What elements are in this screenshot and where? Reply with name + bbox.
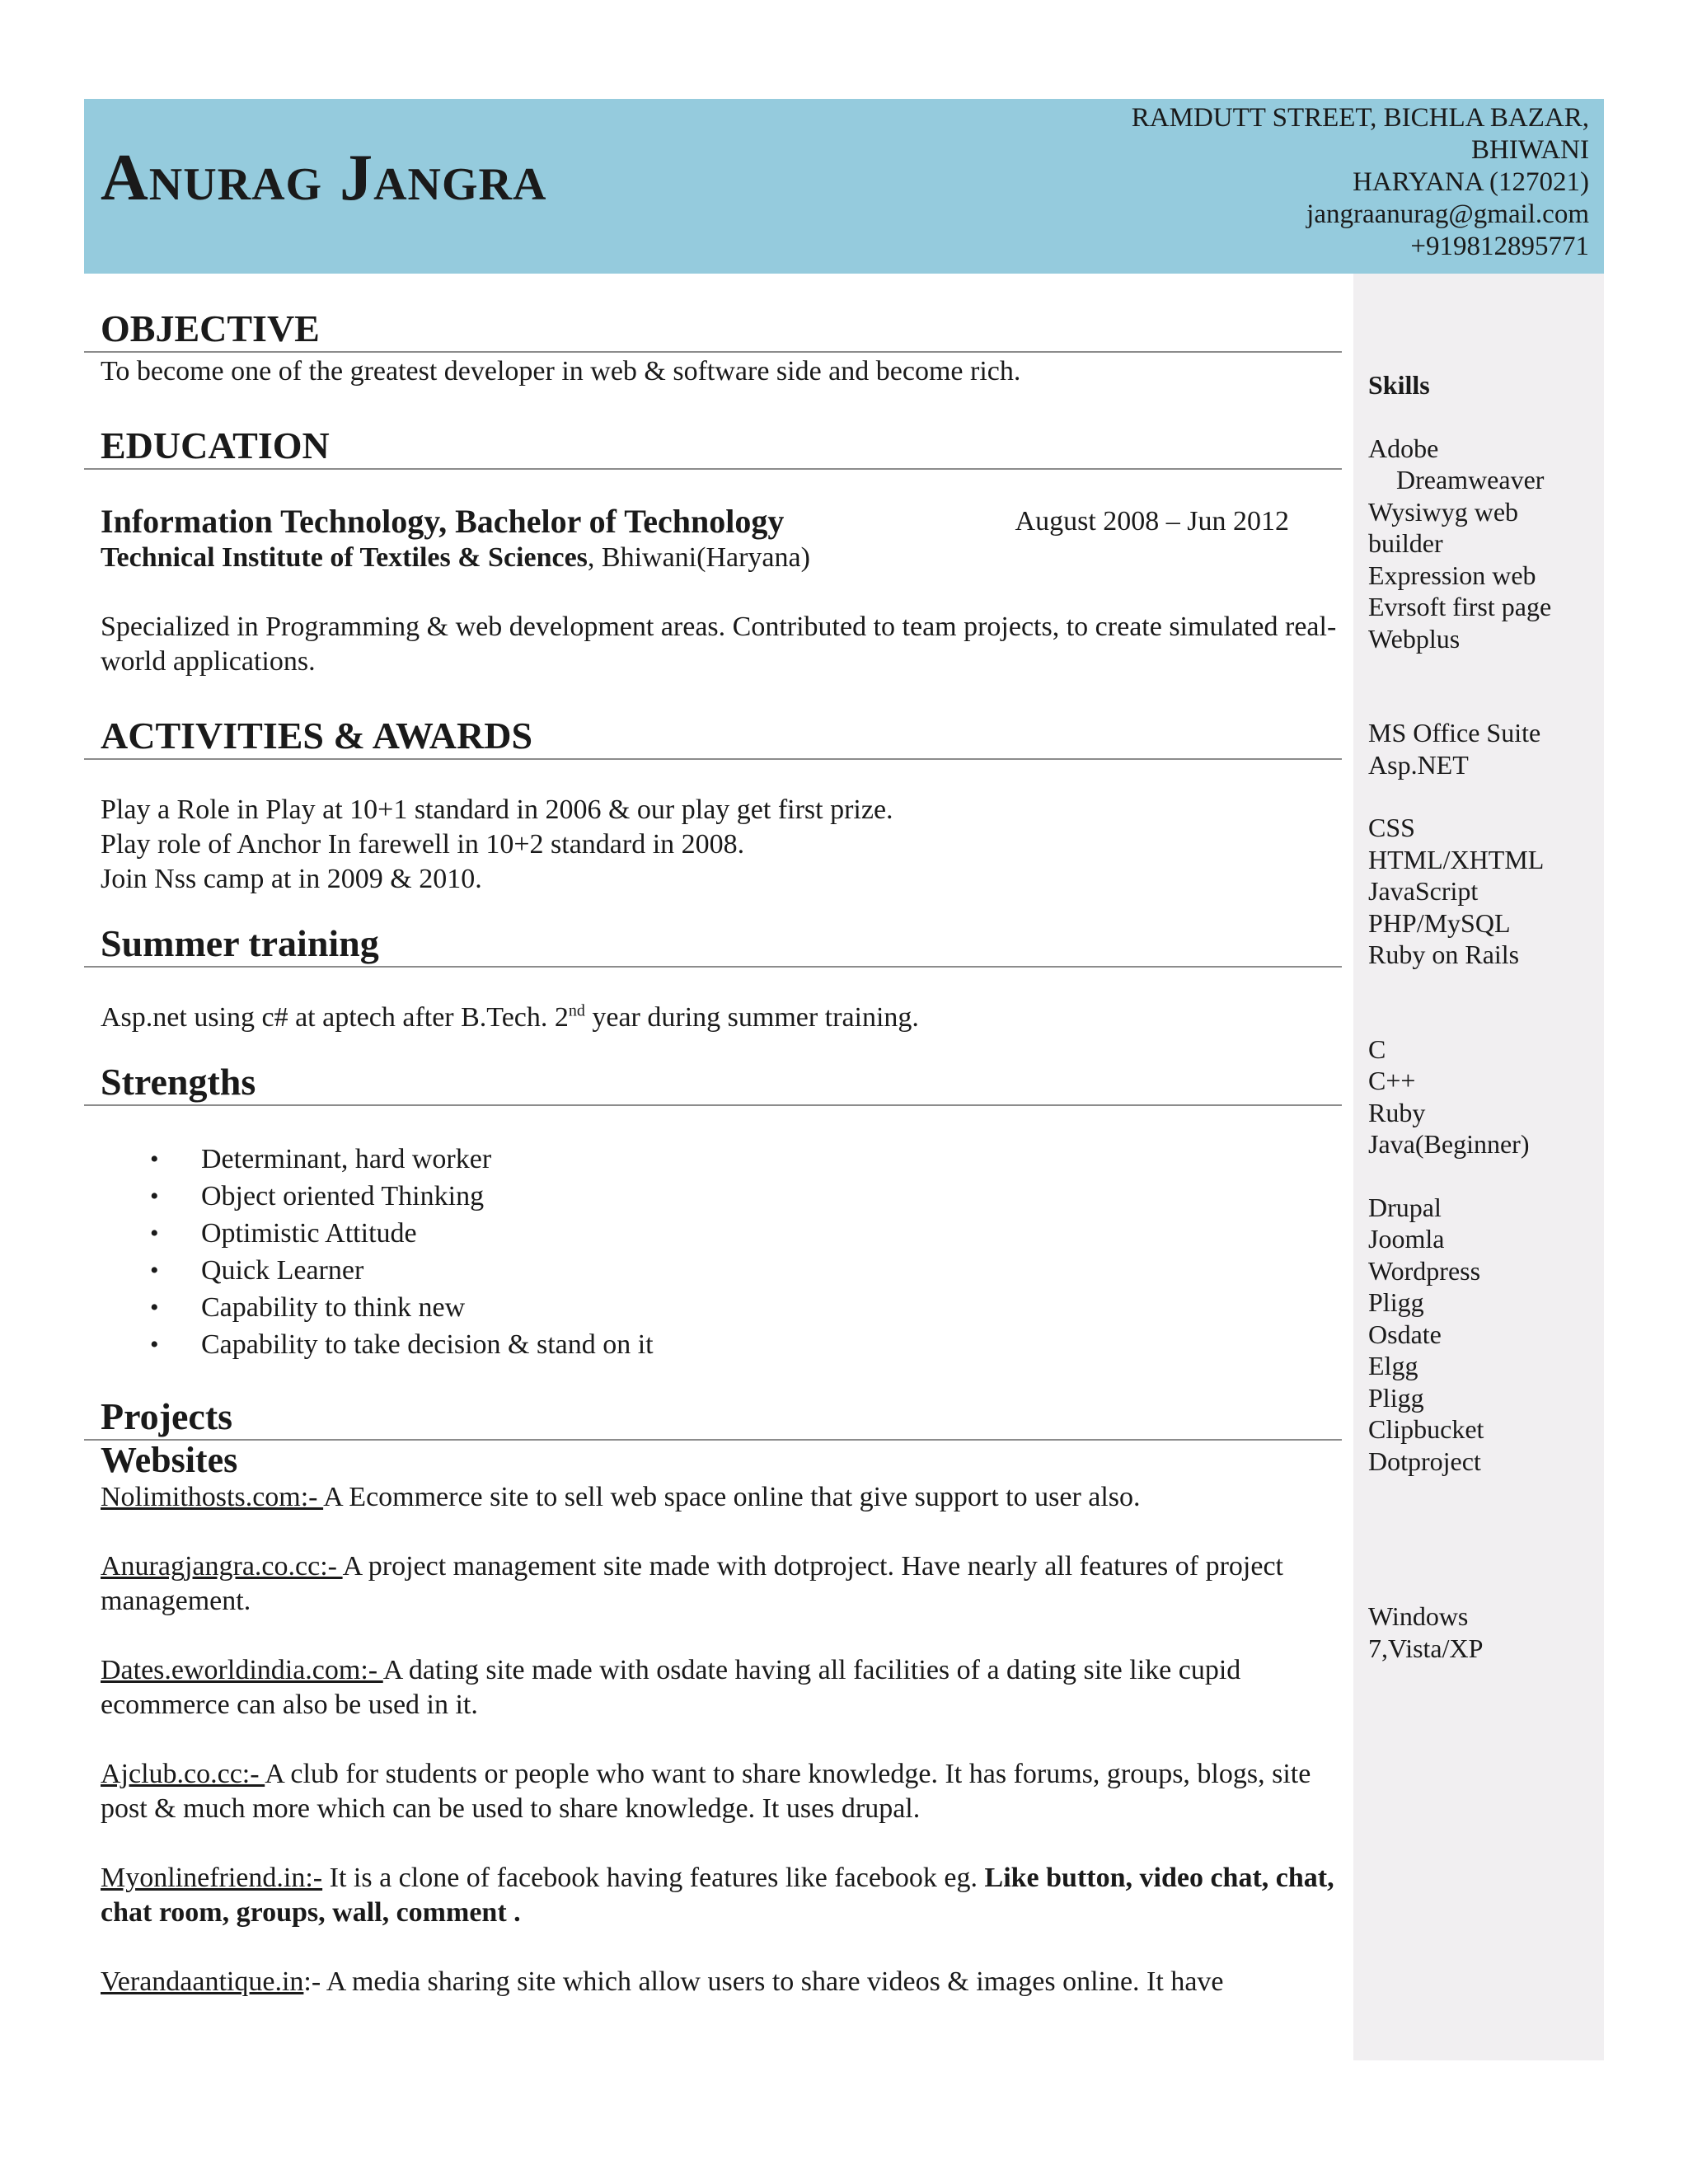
project-link[interactable]: Anuragjangra.co.cc:- (101, 1551, 343, 1582)
skill-item: Joomla (1368, 1224, 1445, 1254)
skills-list (1368, 369, 1599, 1695)
candidate-name: Anurag Jangra (101, 142, 547, 214)
email-text: jangraanurag@gmail.com (1306, 199, 1589, 229)
skill-item: Osdate (1368, 1319, 1442, 1349)
strength-text: Optimistic Attitude (201, 1218, 417, 1249)
main-column (84, 307, 1342, 1999)
project-description: A project management site made with dotproject. Have nearly all features of project management. (101, 1551, 1283, 1616)
activity-item: Play a Role in Play at 10+1 standard in 2006 & our play get first prize. (101, 794, 893, 825)
skill-item: Dreamweaver (1396, 465, 1545, 494)
education-dates: August 2008 – Jun 2012 (1015, 506, 1289, 537)
training-text-end: year during summer training. (584, 1002, 919, 1033)
skills-group-cms (1368, 1192, 1599, 1478)
skill-item: Ruby (1368, 1097, 1426, 1127)
strength-item (101, 1178, 1342, 1215)
skill-item: Ruby on Rails (1368, 940, 1520, 969)
project-item (84, 1653, 1342, 1722)
institute-name: Technical Institute of Textiles & Sciences (101, 542, 588, 573)
education-degree-row (84, 503, 1342, 541)
strength-item (101, 1289, 1342, 1326)
skill-item: MS Office Suite (1368, 718, 1541, 748)
project-list (84, 1480, 1342, 1999)
activity-item: Join Nss camp at in 2009 & 2010. (101, 864, 482, 894)
bullet-icon: • (150, 1331, 159, 1358)
skill-item: HTML/XHTML (1368, 844, 1545, 874)
training-text-start: Asp.net using c# at aptech after B.Tech. 2 (101, 1002, 569, 1033)
project-item (84, 1480, 1342, 1515)
activities-heading: ACTIVITIES & AWARDS (84, 714, 1342, 760)
skill-item: Evrsoft first page (1368, 592, 1552, 621)
contact-block (1132, 102, 1589, 263)
skill-item: PHP/MySQL (1368, 907, 1511, 938)
projects-heading: Projects (84, 1394, 1342, 1441)
address-line-2: BHIWANI (1471, 135, 1589, 165)
skill-item: Adobe (1368, 433, 1439, 463)
institute-location: , Bhiwani(Haryana) (587, 542, 810, 573)
skill-item: Clipbucket (1368, 1414, 1484, 1444)
project-description: :- A media sharing site which allow users to share videos & images online. It have (303, 1966, 1224, 1997)
project-link[interactable]: Nolimithosts.com:- (101, 1482, 324, 1512)
project-description: A Ecommerce site to sell web space online that give support to user also. (323, 1482, 1141, 1512)
project-item (84, 1757, 1342, 1826)
project-description: It is a clone of facebook having features like facebook eg. (322, 1863, 985, 1893)
strengths-heading: Strengths (84, 1060, 1342, 1106)
project-description: A club for students or people who want to share knowledge. It has forums, groups, blogs, site post & much more which can be used to share knowledge. It uses drupal. (101, 1759, 1311, 1824)
skill-item: Java(Beginner) (1368, 1129, 1530, 1159)
strength-text: Capability to think new (201, 1292, 466, 1323)
bullet-icon: • (150, 1220, 159, 1247)
project-item (84, 1861, 1342, 1930)
bullet-icon: • (150, 1294, 159, 1321)
strengths-list (84, 1141, 1342, 1363)
education-heading: EDUCATION (84, 424, 1342, 470)
skills-group-programming (1368, 1033, 1599, 1160)
project-link[interactable]: Myonlinefriend.in:- (101, 1863, 323, 1893)
project-description: A dating site made with osdate having all facilities of a dating site like cupid ecommerce can also be used in it. (101, 1655, 1241, 1720)
skill-item: Pligg (1368, 1382, 1424, 1413)
summer-training-heading: Summer training (84, 921, 1342, 968)
project-features: Like button, video chat, chat, chat room, groups, wall, comment . (101, 1863, 1334, 1928)
strength-text: Object oriented Thinking (201, 1181, 485, 1212)
activities-list (84, 793, 1342, 897)
strength-item (101, 1326, 1342, 1363)
project-item (84, 1549, 1342, 1619)
skill-item: Webplus (1368, 623, 1461, 654)
strength-item (101, 1252, 1342, 1289)
strength-item (101, 1141, 1342, 1178)
phone-text: +919812895771 (1410, 232, 1589, 261)
address-line-1: RAMDUTT STREET, BICHLA BAZAR, (1131, 103, 1589, 133)
activity-item: Play role of Anchor In farewell in 10+2 standard in 2008. (101, 829, 745, 860)
strength-text: Capability to take decision & stand on it (201, 1329, 654, 1360)
degree-title: Information Technology, Bachelor of Technology (101, 503, 785, 540)
skills-group-web-languages (1368, 812, 1599, 971)
skill-item: Wysiwyg web (1368, 496, 1519, 527)
strength-text: Quick Learner (201, 1255, 364, 1286)
skill-item: C (1368, 1033, 1386, 1064)
project-link[interactable]: Verandaantique.in (101, 1966, 304, 1997)
skill-item: Expression web (1368, 560, 1536, 590)
training-superscript: nd (568, 1001, 585, 1020)
institute-line (84, 541, 1342, 575)
strength-text: Determinant, hard worker (201, 1144, 492, 1174)
summer-training-text (84, 1001, 1342, 1035)
objective-text: To become one of the greatest developer in web & software side and become rich. (101, 356, 1021, 387)
education-description: Specialized in Programming & web development areas. Contributed to team projects, to create simulated real-world applications. (101, 612, 1337, 677)
objective-heading: OBJECTIVE (84, 307, 1342, 353)
skill-item: Dotproject (1368, 1446, 1481, 1476)
address-line-3: HARYANA (127021) (1353, 167, 1589, 197)
bullet-icon: • (150, 1257, 159, 1284)
websites-subheading: Websites (101, 1440, 238, 1480)
skill-item: Drupal (1368, 1192, 1442, 1222)
bullet-icon: • (150, 1183, 159, 1210)
skills-group-web-tools (1368, 433, 1599, 655)
skill-item: builder (1368, 528, 1443, 558)
skills-group-office (1368, 717, 1599, 780)
skill-item: Pligg (1368, 1287, 1424, 1317)
skill-item: CSS (1368, 813, 1415, 842)
skill-item: Wordpress (1368, 1255, 1481, 1286)
skills-title: Skills (1368, 370, 1430, 400)
project-item (84, 1965, 1342, 1999)
strength-item (101, 1215, 1342, 1252)
skill-item: JavaScript (1368, 876, 1479, 906)
skill-item: Elgg (1368, 1351, 1418, 1380)
skill-item: C++ (1368, 1066, 1416, 1095)
skill-item: Windows (1368, 1601, 1469, 1631)
project-link[interactable]: Ajclub.co.cc:- (101, 1759, 265, 1789)
skill-item: 7,Vista/XP (1368, 1633, 1484, 1663)
bullet-icon: • (150, 1146, 159, 1173)
skills-group-os (1368, 1601, 1599, 1664)
project-link[interactable]: Dates.eworldindia.com:- (101, 1655, 383, 1685)
skill-item: Asp.NET (1368, 749, 1469, 780)
